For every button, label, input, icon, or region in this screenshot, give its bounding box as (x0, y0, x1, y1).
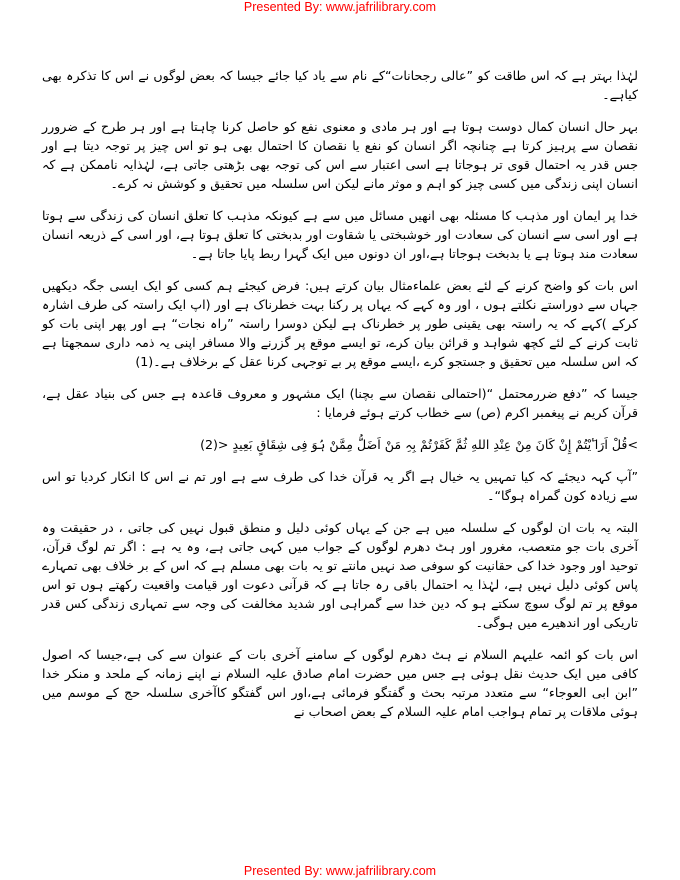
paragraph: خدا پر ایمان اور مذہب کا مسئلہ بھی انھیں مسائل میں سے ہے کیونکہ مذہب کا تعلق انسان کی زندگی سے ہوتا ہے اور اسی سے انسان کی سعادت اور خوشبختی یا شقاوت اور بدبختی کا تعلق ہوتا ہے، اور اسی کے ذریعہ انسان سعادت مند ہوتا ہے یا بدبخت ہوجاتا ہے،اور ان دونوں میں ایک گہرا ربط پایا جاتا ہے۔ (42, 208, 638, 261)
paragraph: لہٰذا بہتر ہے کہ اس طاقت کو ”عالی رجحانات“کے نام سے یاد کیا جائے جیسا کہ بعض لوگوں نے اس کا تذکرہ بھی کیاہے۔ (42, 68, 638, 102)
header-link[interactable]: Presented By: www.jafrilibrary.com (243, 0, 437, 14)
paragraph: اس بات کو ائمہ علیہم السلام نے ہٹ دھرم لوگوں کے سامنے آخری بات کے عنوان سے کی ہے،جیسا کہ اصول کافی میں ایک حدیث نقل ہوئی ہے جس میں حضرت امام صادق علیہ السلام نے اپنے زمانہ کے ملحد و منکر خدا ”ابن ابی العوجاء“ سے متعدد مرتبہ بحث و گفتگو فرمائی ہے،اور اس گفتگو کاآخری سلسلہ حج کے موسم میں ہوئی ملاقات پر تمام ہواجب امام علیہ السلام کے بعض اصحاب نے (42, 647, 638, 719)
footer-link[interactable]: Presented By: www.jafrilibrary.com (243, 864, 437, 878)
paragraph: ”آپ کہہ دیجئے کہ کیا تمہیں یہ خیال ہے اگر یہ قرآن خدا کی طرف سے ہے اور تم نے اس کا انکار کردیا تو اس سے زیادہ کون گمراہ ہوگا“۔ (42, 469, 638, 503)
quran-verse: >قُلْ اَرَاٴَیْتُمْ إِنْ کَانَ مِنْ عِنْدِ اللهِ ثُمَّ کَفَرْتُمْ بِہِ مَنْ اَضَلُّ مِمَّنْ ہُوَ فِی شِقَاقٍ بَعِیدٍ <(2) (200, 437, 638, 452)
paragraph: اس بات کو واضح کرنے کے لئے بعض علماءمثال بیان کرتے ہیں: فرض کیجئے ہم کسی کو ایک ایسی جگہ دیکھیں جہاں سے دوراستے نکلتے ہوں ، اور وہ کہے کہ یہاں پر رکنا بہت خطرناک ہے اور (اپ ایک راستہ کی طرف اشارہ کرکے )کہے کہ یہ راستہ بھی یقینی طور پر خطرناک ہے لیکن دوسرا راستہ ”راہ نجات“ ہے اور پھر اپنی بات کو ثابت کرنے کے لئے کچھ شواہد و قرائن بیان کرے، تو ایسے موقع پر گزرنے والا مسافر اپنی یہ ذمہ داری سمجھتا ہے کہ اس سلسلہ میں تحقیق و جستجو کرے ،ایسے موقع پر بے توجہی کرنا عقل کے برخلاف ہے۔(1) (42, 278, 638, 369)
paragraph: البتہ یہ بات ان لوگوں کے سلسلہ میں ہے جن کے یہاں کوئی دلیل و منطق قبول نہیں کی جاتی ، در حقیقت وہ آخری بات جو متعصب، مغرور اور ہٹ دھرم لوگوں کے جواب میں کہی جاتی ہے، وہ یہ ہے : اگر تم لوگ قرآن، توحید اور وجود خدا کی حقانیت کو سوفی صد نہیں مانتے تو یہ بات بھی مسلم ہے کہ اس کے بر خلاف بھی تمہارے پاس کوئی دلیل نہیں ہے، لہٰذا یہ احتمال باقی رہ جاتا ہے کہ قرآنی دعوت اور قیامت واقعیت رکھتے ہوں تو اس موقع پر تم لوگ سوچ سکتے ہو کہ دین خدا سے گمراہی اور شدید مخالفت کی وجہ سے تمہاری زندگی کس قدر تاریکی اور اندھیرے میں ہوگی۔ (42, 520, 638, 630)
page-content (42, 66, 638, 734)
paragraph: بہر حال انسان کمال دوست ہوتا ہے اور ہر مادی و معنوی نفع کو حاصل کرنا چاہتا ہے اور ہر طرح کے ضرورر نقصان سے پرہیز کرتا ہے چنانچہ اگر انسان کو نفع یا نقصان کا احتمال بھی ہو تو اس چیز پر توجہ دیتا ہے اور جس قدر یہ احتمال قوی تر ہوجاتا ہے اسی اعتبار سے اس کی توجہ بھی بڑھتی جاتی ہے، لہٰذایہ ناممکن ہے کہ انسان اپنی زندگی میں کسی چیز کو اہم و موثر مانے لیکن اس سلسلہ میں تحقیق و کوشش نہ کرے۔ (42, 119, 638, 191)
paragraph: جیسا کہ ”دفع ضررمحتمل “(احتمالی نقصان سے بچنا) ایک مشہور و معروف قاعدہ ہے جس کی بنیاد عقل ہے، قرآن کریم نے پیغمبر اکرم (ص) سے خطاب کرتے ہوئے فرمایا : (42, 386, 638, 420)
